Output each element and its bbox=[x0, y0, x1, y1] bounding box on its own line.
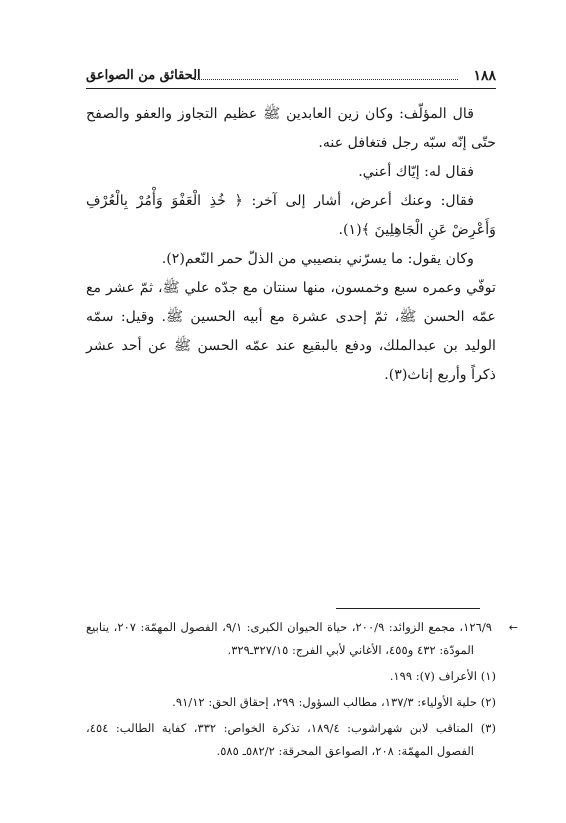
paragraph: وكان يقول: ما يسرّني بنصيبي من الذلّ حمر النّعم(٢). bbox=[161, 251, 474, 267]
paragraph: توفّي وعمره سبع وخمسون، منها سنتان مع جدّه علي ﷺ، ثمّ عشر مع عمّه الحسن ﷺ، ثمّ إحدى عشرة مع أبيه الحسين ﷺ. وقيل: سمّه الوليد بن عبدالملك، ودفع بالبقيع عند عمّه الحسن ﷺ عن أحد عشر ذكراً وأربع إناث(٣). bbox=[86, 280, 496, 383]
header-dot-leader bbox=[194, 79, 458, 80]
footnote-separator bbox=[336, 608, 480, 609]
footnote-continuation: ←١٢٦/٩، مجمع الزوائد: ٢٠٠/٩، حياة الحيوان الكبرى: ٩/١، الفصول المهمّة: ٢٠٧، ينابيع المودّة: ٤٣٢ و٤٥٥، الأغاني لأبي الفرج: ٣٢٧/١٥ـ٣٢٩. bbox=[86, 620, 518, 657]
running-header bbox=[86, 66, 496, 86]
footnote-item: (٢) حلية الأولياء: ١٣٧/٣، مطالب السؤول: ٢٩٩، إحقاق الحق: ٩١/١٢. bbox=[172, 695, 496, 709]
paragraph: فقال له: إيّاك أعني. bbox=[358, 164, 474, 180]
main-text bbox=[86, 100, 496, 390]
footnote-continuation-text: ١٢٦/٩، مجمع الزوائد: ٢٠٠/٩، حياة الحيوان الكبرى: ٩/١، الفصول المهمّة: ٢٠٧، ينابيع المودّة: ٤٣٢ و٤٥٥، الأغاني لأبي الفرج: ٣٢٧/١٥ـ٣٢٩. bbox=[86, 620, 492, 657]
running-title: الحقائق من الصواعق bbox=[86, 68, 201, 83]
paragraph: قال المؤلّف: وكان زين العابدين ﷺ عظيم التجاوز والعفو والصفح حتّى إنّه سبّه رجل فتغافل عنه. bbox=[86, 106, 496, 151]
paragraph: فقال: وعنك أعرض، أشار إلى آخر: ﴿ خُذِ الْعَفْوَ وَأْمُرْ بِالْعُرْفِ وَأَعْرِضْ عَنِ الْجَاهِلِينَ ﴾(١). bbox=[86, 193, 496, 238]
header-rule bbox=[86, 88, 496, 89]
footnotes bbox=[86, 616, 518, 766]
footnote-item: (٣) المناقب لابن شهراشوب: ١٨٩/٤، تذكرة الخواص: ٣٣٢، كفاية الطالب: ٤٥٤، الفصول المهمّة: ٢٠٨، الصواعق المحرقة: ٥٨٢/٢ـ ٥٨٥. bbox=[86, 721, 496, 758]
page-number: ١٨٨ bbox=[473, 68, 496, 84]
footnote-item: (١) الأعراف (٧): ١٩٩. bbox=[389, 669, 496, 683]
